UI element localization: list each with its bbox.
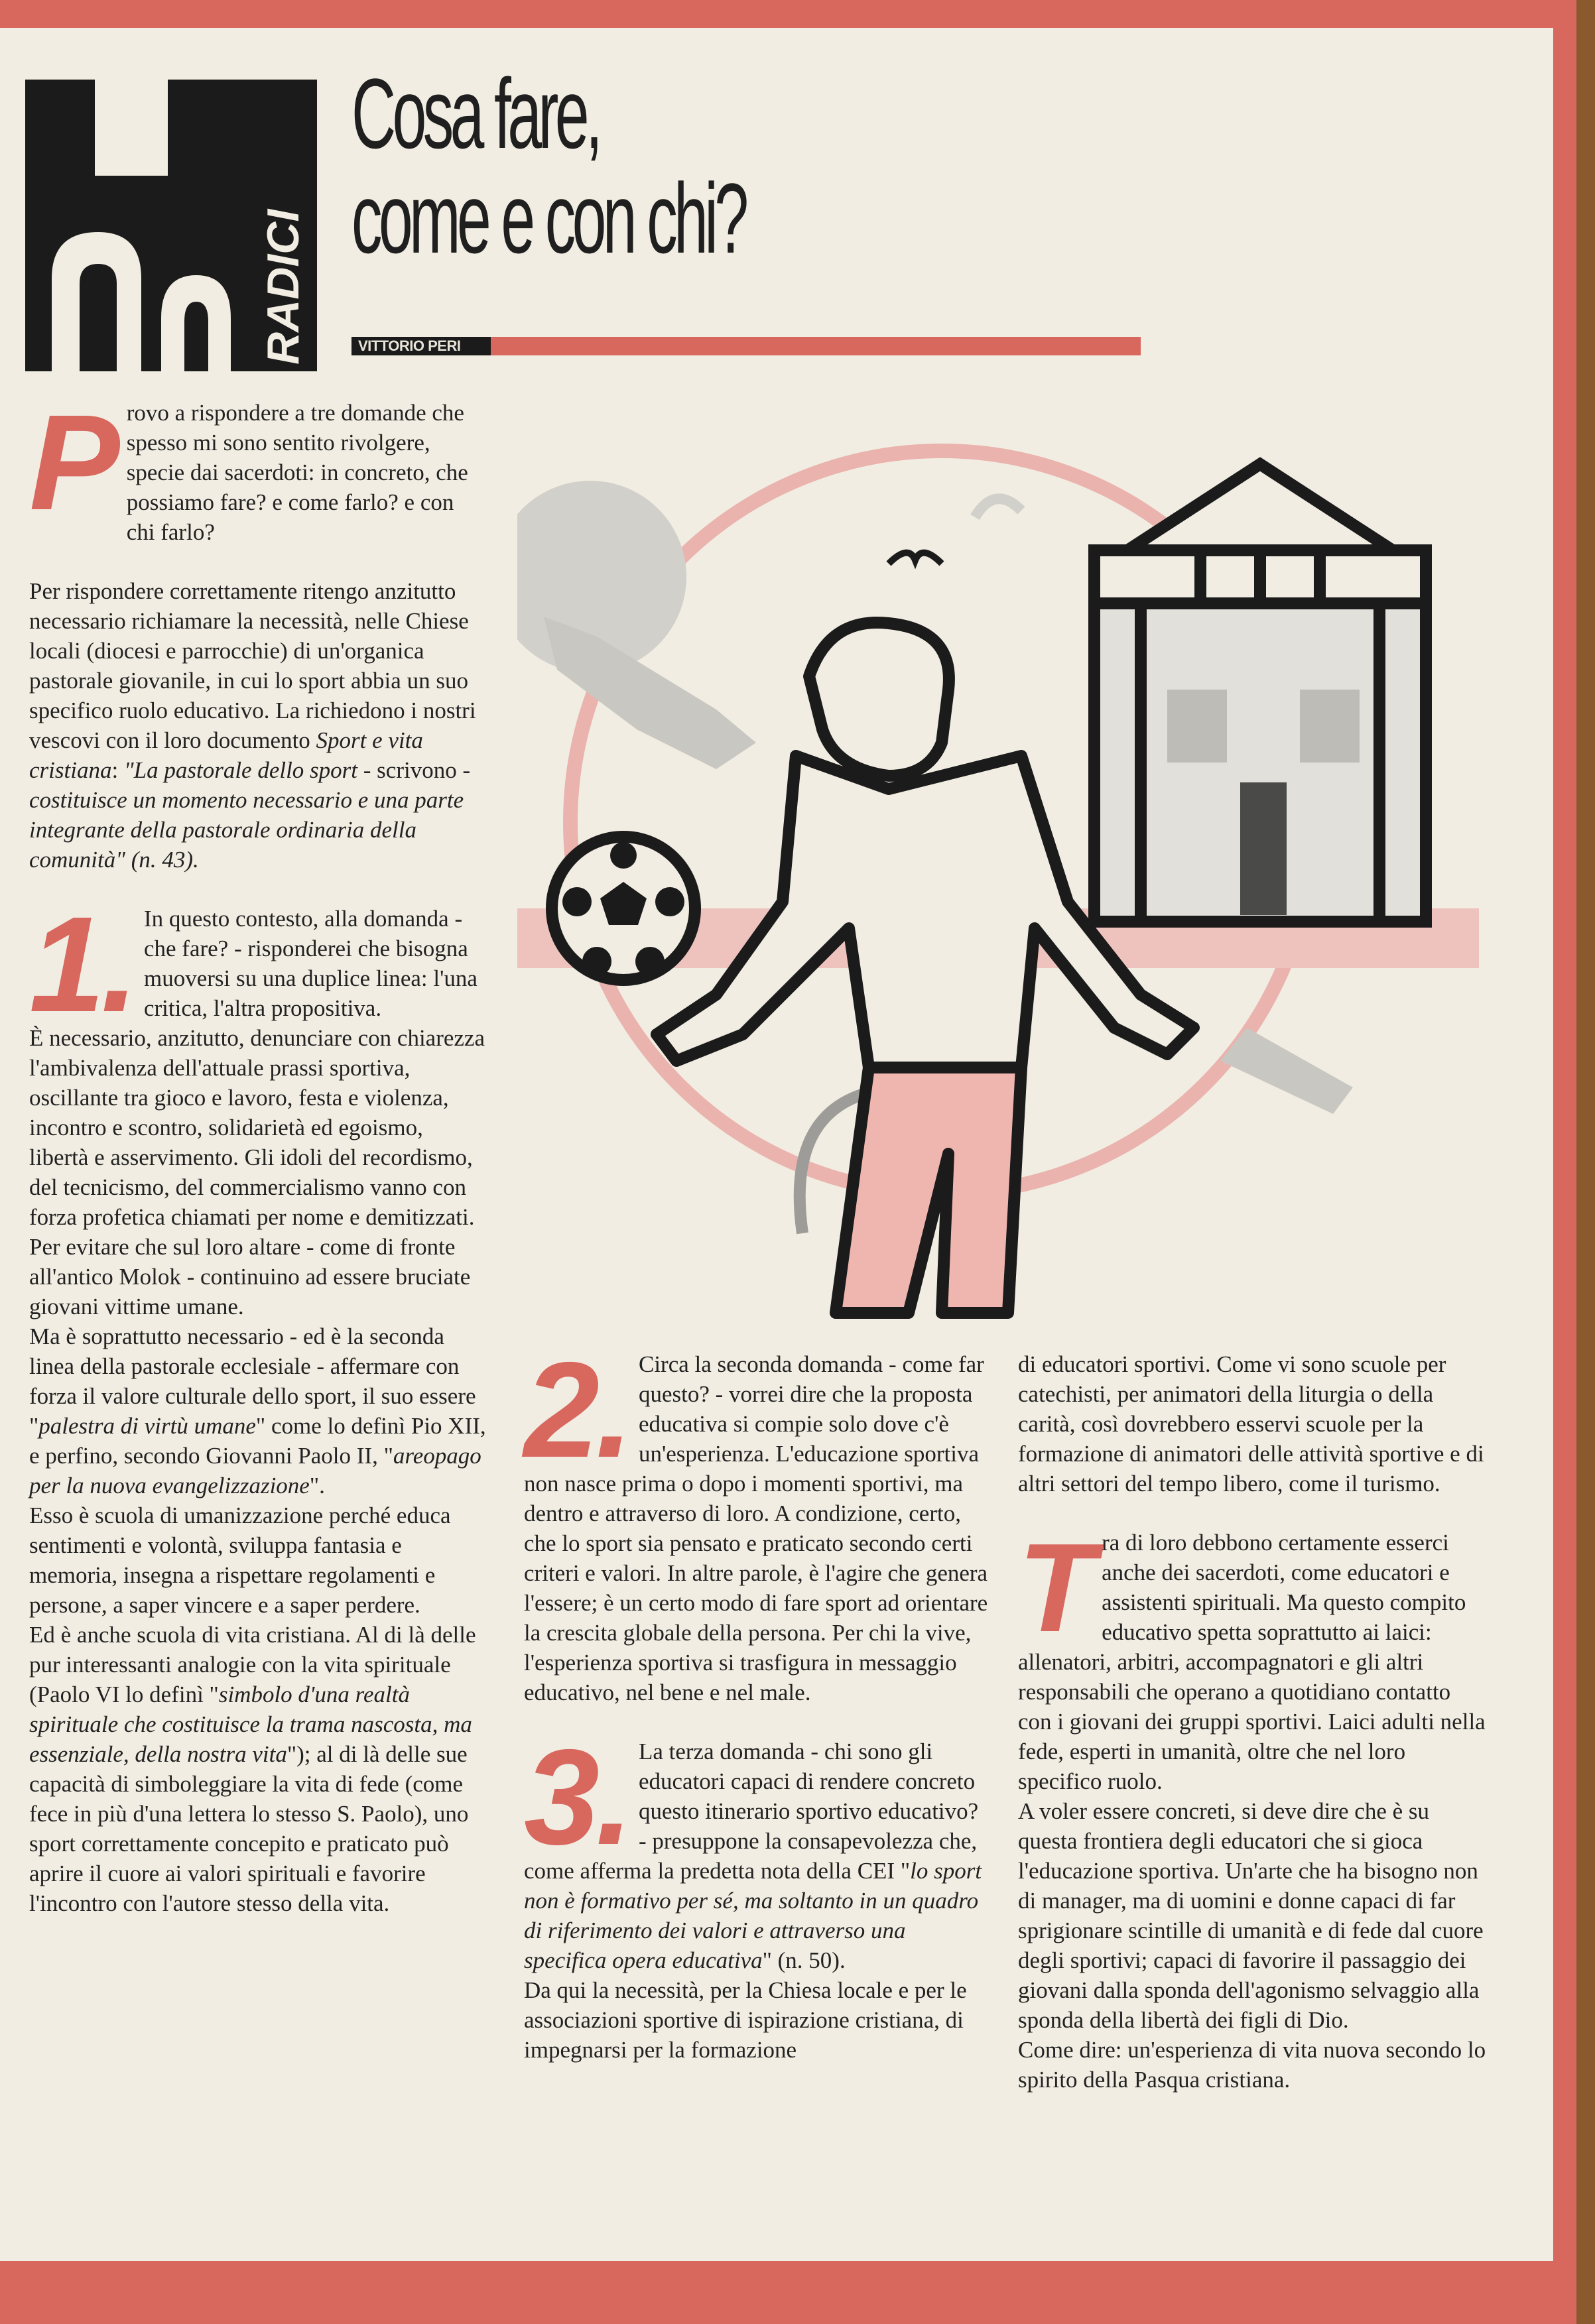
page-title bbox=[351, 58, 745, 274]
dropcap-p: P bbox=[29, 387, 120, 538]
radici-logo-icon bbox=[25, 80, 317, 371]
bird-icon bbox=[889, 553, 942, 564]
section-number-2: 2. bbox=[524, 1334, 629, 1486]
intro-paragraph bbox=[29, 387, 487, 547]
section-1-p5: Ed è anche scuola di vita cristiana. Al di là delle pur interessanti analogie con la vita spirituale (Paolo VI lo definì "simbolo d'una realtà spirituale che costituisce la trama nascosta, ma essenziale, della nostra vita"); al di là delle sue capacità di simboleggiare la vita di fede (come fece in più d'una lettera lo stesso S. Paolo), uno sport correttamente concepito e praticato può aprire il cuore ai valori spirituali e favorire l'incontro con l'autore stesso della vita. bbox=[29, 1622, 476, 1916]
col3-p4: Come dire: un'esperienza di vita nuova secondo lo spirito della Pasqua cristiana. bbox=[1018, 2037, 1486, 2093]
paragraph-1: Per rispondere correttamente ritengo anzitutto necessario richiamare la necessità, nelle Chiese locali (diocesi e parrocchie) di un'organica pastorale giovanile, in cui lo sport abbia un suo specifico ruolo educativo. La richiedono i nostri vescovi con il loro documento Sport e vita cristiana: "La pastorale dello sport - scrivono - costituisce un momento necessario e una parte integrante della pastorale ordinaria della comunità" (n. 43). bbox=[29, 578, 476, 873]
page-binding bbox=[1576, 0, 1595, 2324]
title-line-1: Cosa fare, bbox=[351, 58, 600, 169]
section-1-p3: Ma è soprattutto necessario - ed è la seconda linea della pastorale ecclesiale - affermare con forza il valore culturale dello sport, il suo essere "palestra di virtù umane" come lo definì Pio XII, e perfino, secondo Giovanni Paolo II, "areopago per la nuova evangelizzazione". bbox=[29, 1323, 486, 1498]
bird-shadow-icon bbox=[975, 499, 1021, 517]
section-1-intro: 1. In questo contesto, alla domanda - che fare? - risponderei che bisogna muoversi su una duplice linea: l'una critica, l'altra propositiva. bbox=[29, 888, 478, 1040]
col3-continuation: di educatori sportivi. Come vi sono scuole per catechisti, per animatori della liturgia o della carità, così dovrebbero esservi scuole per la formazione di animatori delle attività sportive e di altri settori del tempo libero, come il turismo. bbox=[1018, 1351, 1484, 1497]
col3-p2: Tra di loro debbono certamente esserci anche dei sacerdoti, come educatori e assistenti spirituali. Ma questo compito educativo spetta soprattutto ai laici: allenatori, arbitri, accompagnatori e gli altri responsabili che operano a quotidiano contatto con i giovani dei gruppi sportivi. Laici adulti nella fede, esperti in umanità, oltre che nel loro specifico ruolo. bbox=[1018, 1518, 1486, 1794]
section-1-p4: Esso è scuola di umanizzazione perché educa sentimenti e volontà, sviluppa fantasia e memoria, insegna a rispettare regolamenti e persone, a saper vincere e a saper perdere. bbox=[29, 1502, 451, 1618]
author-bar bbox=[351, 337, 1141, 355]
section-2: 2. Circa la seconda domanda - come far questo? - vorrei dire che la proposta educativa si compie solo dove c'è un'esperienza. L'educazione sportiva non nasce prima o dopo i momenti sportivi, ma dentro e attraverso di loro. A condizione, certo, che lo sport sia pensato e praticato secondo certi criteri e valori. In altre parole, è l'agire che genera l'essere; è un certo modo di fare sport ad orientare la crescita globale della persona. Per chi la vive, l'esperienza sportiva si trasfigura in messaggio educativo, nel bene e nel male. bbox=[524, 1334, 988, 1705]
section-3-p2: Da qui la necessità, per la Chiesa locale e per le associazioni sportive di ispirazione cristiana, di impegnarsi per la formazione bbox=[524, 1977, 967, 2063]
column-left bbox=[29, 387, 487, 1918]
col3-p3: A voler essere concreti, si deve dire che è su questa frontiera degli educatori che si gioca l'educazione sportiva. Un'arte che ha bisogno non di manager, ma di uomini e donne capaci di far sprigionare scintille di umanità e di fede dal cuore degli sportivi; capaci di favorire il passaggio dei giovani dalla sponda dell'agonismo selvaggio alla sponda della libertà dei figli di Dio. bbox=[1018, 1798, 1484, 2033]
logo-label: RADICI bbox=[258, 209, 308, 365]
author-name: VITTORIO PERI bbox=[351, 337, 491, 355]
footballer-church-illustration bbox=[517, 398, 1499, 1353]
intro-text: rovo a rispondere a tre domande che spesso mi sono sentito rivolgere, specie dai sacerdoti: in concreto, che possiamo fare? e come farlo? e con chi farlo? bbox=[126, 400, 468, 545]
ball-icon bbox=[552, 837, 695, 980]
section-1-p2: È necessario, anzitutto, denunciare con chiarezza l'ambivalenza dell'attuale prassi sportiva, oscillante tra gioco e lavoro, festa e violenza, incontro e scontro, solidarietà ed egoismo, libertà e asservimento. Gli idoli del recordismo, del tecnicismo, del commercialismo vanno con forza profetica chiamati per nome e demitizzati. Per evitare che sul loro altare - come di fronte all'antico Molok - continuino ad essere bruciate giovani vittime umane. bbox=[29, 1025, 485, 1319]
section-3: 3. La terza domanda - chi sono gli educatori capaci di rendere concreto questo itinerario sportivo educativo? - presuppone la consapevolezza che, come afferma la predetta nota della CEI "lo sport non è formativo per sé, ma soltanto in un quadro di riferimento dei valori e attraverso una specifica opera educativa" (n. 50). bbox=[524, 1721, 982, 1973]
church-icon bbox=[1094, 464, 1426, 922]
section-number-1: 1. bbox=[29, 888, 135, 1040]
column-middle bbox=[524, 1334, 988, 2065]
column-right bbox=[1018, 1349, 1489, 2095]
section-number-3: 3. bbox=[524, 1721, 629, 1873]
title-line-2: come e con chi? bbox=[351, 162, 745, 274]
dropcap-t: T bbox=[1018, 1518, 1096, 1658]
